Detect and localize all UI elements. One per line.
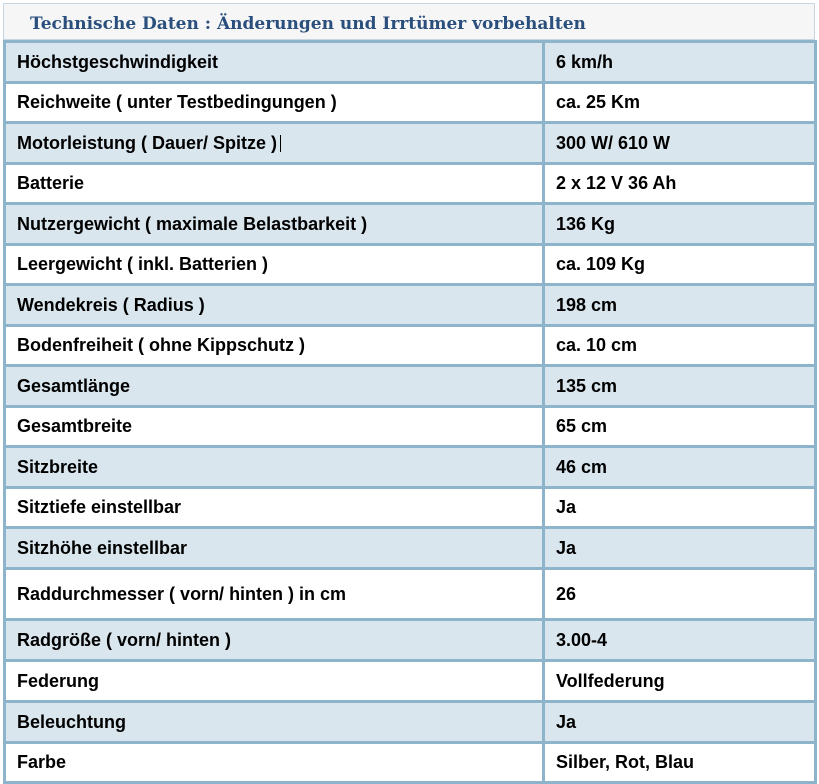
table-row [5,743,816,783]
row-label: Leergewicht ( inkl. Batterien ) [5,245,544,285]
spec-table [3,40,817,784]
table-row [5,164,816,204]
row-value: 65 cm [544,407,816,447]
table-row [5,702,816,743]
table-row [5,407,816,447]
table-row [5,488,816,528]
row-label: Gesamtbreite [5,407,544,447]
row-label: Raddurchmesser ( vorn/ hinten ) in cm [5,569,544,620]
row-label: Sitzbreite [5,447,544,488]
row-label: Reichweite ( unter Testbedingungen ) [5,83,544,123]
row-value: Silber, Rot, Blau [544,743,816,783]
row-label: Gesamtlänge [5,366,544,407]
table-row [5,447,816,488]
row-label: Beleuchtung [5,702,544,743]
row-label: Wendekreis ( Radius ) [5,285,544,326]
table-row [5,661,816,702]
row-value: 26 [544,569,816,620]
row-value: Ja [544,702,816,743]
row-value: Ja [544,488,816,528]
row-value: 300 W/ 610 W [544,123,816,164]
table-row [5,245,816,285]
row-label: Federung [5,661,544,702]
table-row [5,204,816,245]
row-label: Höchstgeschwindigkeit [5,42,544,83]
row-value: ca. 109 Kg [544,245,816,285]
row-value: ca. 10 cm [544,326,816,366]
table-row [5,123,816,164]
row-value: 6 km/h [544,42,816,83]
row-label: Sitzhöhe einstellbar [5,528,544,569]
row-label: Sitztiefe einstellbar [5,488,544,528]
row-value: 198 cm [544,285,816,326]
table-row [5,326,816,366]
table-row [5,366,816,407]
row-label: Farbe [5,743,544,783]
table-row [5,528,816,569]
row-value: 135 cm [544,366,816,407]
row-value: Ja [544,528,816,569]
row-label: Nutzergewicht ( maximale Belastbarkeit ) [5,204,544,245]
row-value: 46 cm [544,447,816,488]
table-row [5,42,816,83]
row-label [5,123,544,164]
row-value: 136 Kg [544,204,816,245]
row-value: 3.00-4 [544,620,816,661]
row-value: Vollfederung [544,661,816,702]
row-label-text: Motorleistung ( Dauer/ Spitze ) [17,132,278,153]
text-cursor-icon [280,135,281,152]
row-label: Bodenfreiheit ( ohne Kippschutz ) [5,326,544,366]
table-row [5,285,816,326]
row-value: ca. 25 Km [544,83,816,123]
row-label: Batterie [5,164,544,204]
title-bar [3,3,815,40]
row-value: 2 x 12 V 36 Ah [544,164,816,204]
table-row [5,569,816,620]
table-title: Technische Daten : Änderungen und Irrtümer vorbehalten [30,14,586,34]
table-row [5,620,816,661]
table-row [5,83,816,123]
row-label: Radgröße ( vorn/ hinten ) [5,620,544,661]
